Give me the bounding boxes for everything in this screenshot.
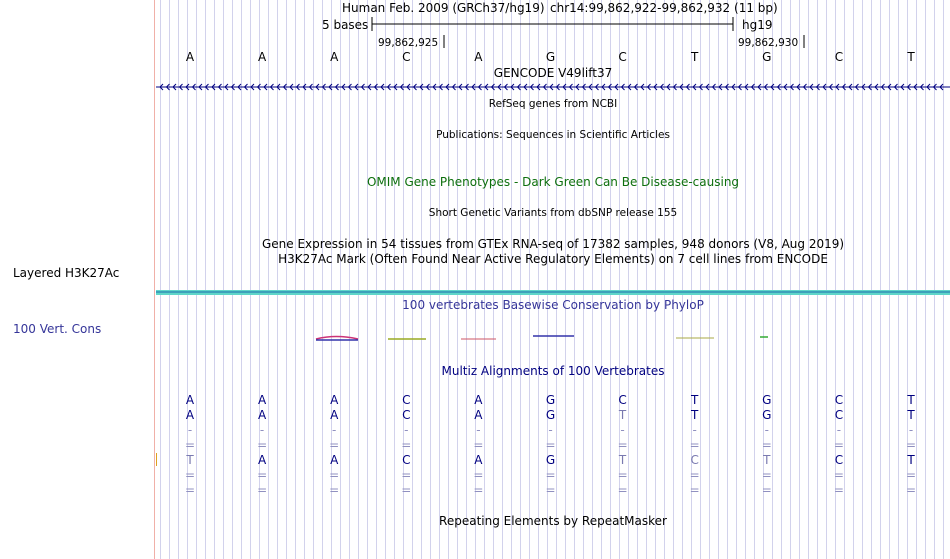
alignment-base: A [257, 453, 267, 467]
alignment-base: C [618, 393, 627, 407]
alignment-base: - [476, 423, 481, 437]
alignment-base: = [473, 483, 484, 497]
alignment-base: = [905, 483, 917, 497]
base-letter: C [834, 50, 844, 64]
alignment-base: - [908, 423, 914, 437]
scale-bases-label: 5 bases [322, 18, 369, 32]
coordinate-label-2: 99,862,930 [738, 37, 799, 49]
alignment-base: = [184, 438, 196, 452]
alignment-base: G [545, 393, 556, 407]
alignment-base: = [401, 438, 412, 452]
phylop-signal[interactable] [316, 336, 768, 340]
alignment-base: = [257, 468, 268, 482]
alignment-base: T [907, 453, 915, 467]
assembly-title: Human Feb. 2009 (GRCh37/hg19) [342, 1, 545, 15]
alignment-base: = [617, 468, 628, 482]
alignment-base: = [617, 438, 628, 452]
alignment-base: C [402, 393, 411, 407]
alignment-base: = [833, 468, 844, 482]
track-labels-column [0, 0, 155, 559]
alignment-base: = [689, 438, 700, 452]
alignment-base: = [473, 468, 484, 482]
alignment-base: = [401, 468, 412, 482]
dbsnp-track-title[interactable]: Short Genetic Variants from dbSNP release 155 [428, 207, 678, 219]
alignment-base: = [257, 438, 268, 452]
alignment-base: C [834, 408, 844, 422]
alignment-base: T [618, 453, 627, 467]
alignment-base: T [618, 408, 627, 422]
publications-track-title[interactable]: Publications: Sequences in Scientific Articles [436, 129, 670, 141]
alignment-base: = [545, 468, 556, 482]
alignment-base: = [401, 483, 412, 497]
repeatmasker-track-title[interactable]: Repeating Elements by RepeatMasker [439, 514, 667, 528]
alignment-base: = [184, 483, 196, 497]
base-letter: C [402, 50, 411, 64]
coordinate-label-1: 99,862,925 [378, 37, 439, 49]
alignment-base: = [761, 438, 772, 452]
alignment-base: T [907, 393, 915, 407]
base-letter: C [618, 50, 627, 64]
refseq-track-title[interactable]: RefSeq genes from NCBI [488, 98, 618, 110]
base-letter: T [691, 50, 699, 64]
alignment-base: = [761, 468, 772, 482]
alignment-base: A [257, 393, 267, 407]
alignment-base: = [184, 468, 196, 482]
alignment-base: - [404, 423, 409, 437]
alignment-base: C [402, 408, 411, 422]
omim-track-title[interactable]: OMIM Gene Phenotypes - Dark Green Can Be Disease-causing [366, 175, 740, 189]
window-position-value: chr14:99,862,922-99,862,932 (11 bp) [550, 1, 778, 15]
alignment-base: G [545, 453, 556, 467]
alignment-base: = [329, 468, 340, 482]
alignment-base: = [833, 438, 844, 452]
alignment-base: G [762, 393, 772, 407]
alignment-base: = [329, 483, 340, 497]
alignment-base: A [185, 408, 195, 422]
alignment-base: A [330, 393, 339, 407]
alignment-base: = [545, 483, 556, 497]
base-letter: A [474, 50, 483, 64]
alignment-base: = [257, 483, 268, 497]
100-vert-cons-label[interactable]: 100 Vert. Cons [13, 322, 102, 336]
alignment-base: A [185, 393, 195, 407]
alignment-base: T [763, 453, 771, 467]
alignment-base: A [474, 453, 483, 467]
phylop-track-title[interactable]: 100 vertebrates Basewise Conservation by PhyloP [402, 298, 704, 312]
browser-image-area[interactable] [156, 0, 950, 559]
alignment-base: = [329, 438, 340, 452]
alignment-base: = [689, 468, 700, 482]
alignment-base: - [259, 423, 265, 437]
alignment-base: = [905, 438, 917, 452]
gtex-track-title[interactable]: Gene Expression in 54 tissues from GTEx RNA-seq of 17382 samples, 948 donors (V8, Aug 2019) [261, 237, 845, 251]
layered-h3k27ac-label[interactable]: Layered H3K27Ac [13, 266, 120, 280]
base-letter: G [545, 50, 556, 64]
alignment-base: - [548, 423, 553, 437]
alignment-base: = [689, 483, 700, 497]
alignment-base: A [330, 453, 339, 467]
base-letter: A [185, 50, 195, 64]
base-letter: A [330, 50, 339, 64]
alignment-base: = [761, 483, 772, 497]
alignment-base: T [907, 408, 915, 422]
alignment-base: C [402, 453, 411, 467]
multiz-track-title[interactable]: Multiz Alignments of 100 Vertebrates [441, 364, 665, 378]
alignment-base: - [764, 423, 769, 437]
setd3-gene-feature[interactable] [156, 84, 950, 90]
alignment-base: = [617, 483, 628, 497]
gencode-track-title[interactable]: GENCODE V49lift37 [493, 66, 613, 80]
alignment-base: A [330, 408, 339, 422]
alignment-base: - [332, 423, 337, 437]
alignment-base: T [691, 393, 699, 407]
alignment-base: C [690, 453, 699, 467]
scale-db-label: hg19 [742, 18, 773, 32]
alignment-base: C [834, 393, 844, 407]
alignment-base: = [473, 438, 484, 452]
alignment-base: - [836, 423, 842, 437]
base-letter: T [907, 50, 915, 64]
alignment-base: A [474, 408, 483, 422]
alignment-base: - [620, 423, 625, 437]
alignment-base: = [833, 483, 844, 497]
h3k27ac-track-title[interactable]: H3K27Ac Mark (Often Found Near Active Regulatory Elements) on 7 cell lines from ENCODE [278, 252, 828, 266]
scale-bar [372, 17, 733, 31]
alignment-base: T [186, 453, 194, 467]
alignment-base: C [834, 453, 844, 467]
alignment-base: = [905, 468, 917, 482]
label-column-divider [154, 0, 155, 559]
alignment-base: - [187, 423, 193, 437]
alignment-base: A [474, 393, 483, 407]
alignment-base: G [545, 408, 556, 422]
alignment-base: T [691, 408, 699, 422]
base-letter: A [257, 50, 267, 64]
base-letter: G [762, 50, 772, 64]
alignment-base: - [692, 423, 697, 437]
alignment-base: G [762, 408, 772, 422]
alignment-base: = [545, 438, 556, 452]
alignment-base: A [257, 408, 267, 422]
